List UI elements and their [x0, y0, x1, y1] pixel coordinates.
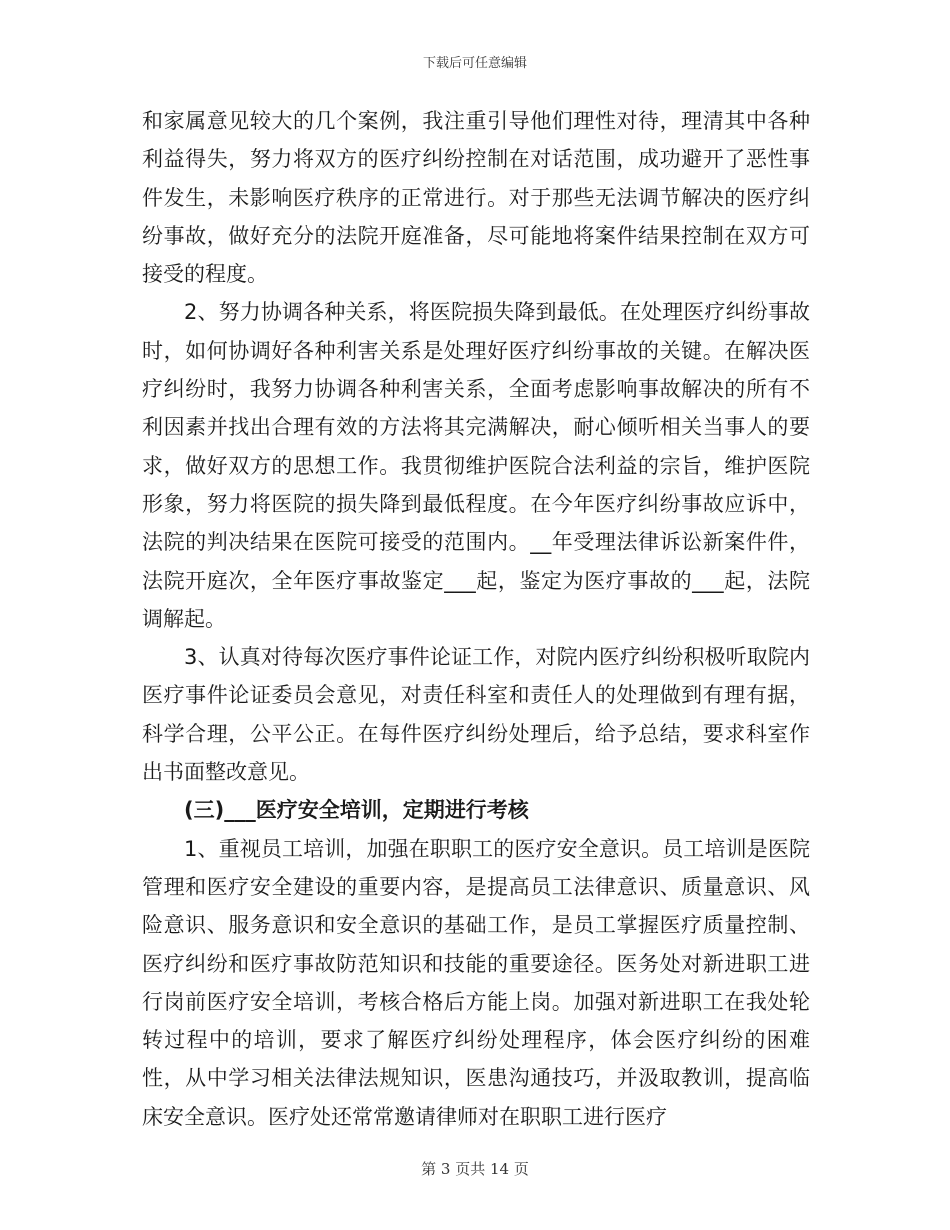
- paragraph-3: 3、认真对待每次医疗事件论证工作，对院内医疗纠纷积极听取院内医疗事件论证委员会意见，对责任科室和责任人的处理做到有理有据，科学合理，公平公正。在每件医疗纠纷处理后，给予总结，要求科室作出书面整改意见。: [142, 645, 810, 785]
- paragraph-1: 和家属意见较大的几个案例，我注重引导他们理性对待，理清其中各种利益得失，努力将双方的医疗纠纷控制在对话范围，成功避开了恶性事件发生，未影响医疗秩序的正常进行。对于那些无法调节解决的医疗纠纷事故，做好充分的法院开庭准备，尽可能地将案件结果控制在双方可接受的程度。: [142, 109, 810, 287]
- paragraph-2: 2、努力协调各种关系，将医院损失降到最低。在处理医疗纠纷事故时，如何协调好各种利害关系是处理好医疗纠纷事故的关键。在解决医疗纠纷时，我努力协调各种利害关系，全面考虑影响事故解决的所有不利因素并找出合理有效的方法将其完满解决，耐心倾听相关当事人的要求，做好双方的思想工作。我贯彻维护医院合法利益的宗旨，维护医院形象，努力将医院的损失降到最低程度。在今年医疗纠纷事故应诉中，法院的判决结果在医院可接受的范围内。__年受理法律诉讼新案件件，法院开庭次，全年医疗事故鉴定___起，鉴定为医疗事故的___起，法院调解起。: [142, 300, 810, 631]
- page-header: 下载后可任意编辑: [422, 56, 527, 71]
- document-body: [142, 102, 810, 1136]
- page-footer: 第 3 页共 14 页: [421, 1160, 529, 1178]
- paragraph-4: 1、重视员工培训，加强在职职工的医疗安全意识。员工培训是医院管理和医疗安全建设的重要内容，是提高员工法律意识、质量意识、风险意识、服务意识和安全意识的基础工作，是员工掌握医疗质量控制、医疗纠纷和医疗事故防范知识和技能的重要途径。医务处对新进职工进行岗前医疗安全培训，考核合格后方能上岗。加强对新进职工在我处轮转过程中的培训，要求了解医疗纠纷处理程序，体会医疗纠纷的困难性，从中学习相关法律法规知识，医患沟通技巧，并汲取教训，提高临床安全意识。医疗处还常常邀请律师对在职职工进行医疗: [142, 836, 810, 1129]
- section-heading: (三)___医疗安全培训，定期进行考核: [184, 798, 529, 823]
